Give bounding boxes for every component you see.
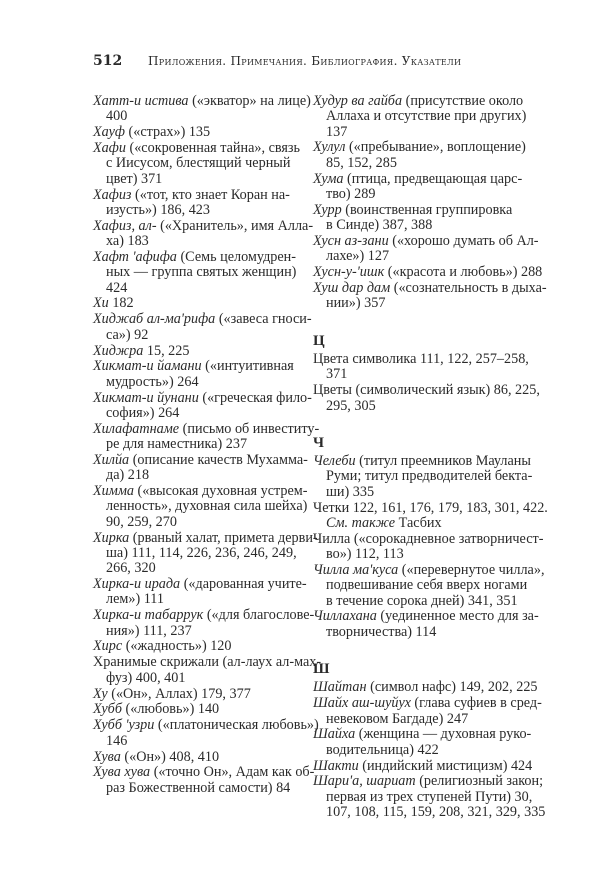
entry-text: тво) 289 — [326, 185, 376, 202]
entry-text: («сорокадневное затворничест- — [350, 530, 544, 547]
entry-text: первая из трех ступеней Пути) 30, — [326, 788, 533, 805]
entry-term: Хилафатнаме — [93, 420, 180, 437]
entry-line — [93, 389, 312, 406]
entry-term: Шайха — [313, 726, 356, 743]
entry-text: 400 — [106, 108, 128, 125]
entry-term: Хафи — [93, 140, 126, 157]
entry-term: Хубб 'узри — [93, 717, 155, 734]
entry-line — [313, 625, 543, 640]
entry-term: Шакти — [313, 757, 359, 774]
entry-line — [313, 140, 543, 155]
index-entry — [93, 141, 308, 187]
entry-text: («тот, кто знает Коран на- — [131, 186, 290, 203]
entry-term: Ху — [93, 685, 108, 702]
entry-text: фуз) 400, 401 — [106, 669, 186, 686]
entry-line — [313, 352, 543, 367]
entry-text: 90, 259, 270 — [106, 513, 177, 530]
entry-line — [313, 743, 543, 758]
entry-term: Цвета символика — [313, 351, 417, 368]
entry-text: ха) 183 — [106, 233, 149, 250]
entry-line — [93, 468, 308, 483]
entry-line — [93, 359, 308, 374]
index-entry — [313, 280, 547, 312]
entry-text: (Семь целомудрен- — [176, 248, 297, 265]
entry-line — [93, 109, 308, 124]
entry-term: Хикмат-и йамани — [93, 358, 202, 375]
index-entry — [313, 609, 543, 640]
entry-text: 85, 152, 285 — [326, 154, 397, 171]
section-letter: Ч — [313, 434, 325, 451]
index-entry — [93, 639, 308, 654]
entry-text: 137 — [326, 123, 348, 140]
entry-term: Хусн-у-'ишк — [313, 264, 385, 281]
index-entry — [93, 359, 308, 390]
entry-text: 295, 305 — [326, 397, 376, 414]
index-entry — [93, 577, 308, 608]
entry-line — [313, 594, 543, 609]
entry-line — [313, 790, 543, 805]
entry-text: 424 — [106, 279, 128, 296]
entry-text: (присутствие около — [402, 93, 524, 109]
index-entry — [313, 203, 543, 234]
entry-line — [93, 750, 308, 765]
entry-term: Хулул — [313, 139, 346, 156]
entry-line — [93, 499, 308, 514]
entry-text: (символический язык) 86, 225, — [351, 382, 540, 399]
section-letter: Ш — [313, 661, 330, 678]
index-entry — [93, 764, 315, 796]
index-entry — [313, 727, 543, 758]
entry-line — [93, 217, 314, 234]
entry-text: («пребывание», воплощение) — [345, 139, 526, 156]
entry-text: цвет) 371 — [106, 170, 163, 187]
entry-line — [93, 639, 308, 654]
entry-line — [313, 172, 543, 187]
entry-term: Хирка-и ирада — [93, 576, 181, 593]
entry-text: изусть») 186, 423 — [106, 201, 210, 218]
entry-text: 111, 122, 257–258, — [416, 351, 529, 368]
entry-line — [93, 375, 308, 390]
entry-text: («завеса гноси- — [215, 311, 312, 328]
entry-term: Хафиз, ал- — [93, 217, 157, 234]
entry-text: («Хранитель», имя Алла- — [156, 217, 314, 234]
index-entry — [313, 696, 543, 727]
entry-line — [313, 109, 543, 124]
entry-line — [93, 654, 322, 671]
entry-term: Хува хува — [93, 764, 151, 781]
entry-term: Чиллахана — [313, 608, 377, 625]
entry-text: 107, 108, 115, 159, 208, 321, 329, 335 — [326, 804, 546, 821]
entry-text: водительница) 422 — [326, 741, 439, 758]
index-entry — [93, 750, 308, 765]
index-entry — [93, 420, 320, 453]
entry-text: 266, 320 — [106, 560, 156, 577]
index-entry — [313, 94, 543, 140]
entry-line — [93, 281, 308, 296]
entry-term: Хикмат-и йунани — [93, 389, 199, 406]
entry-line — [313, 203, 543, 218]
index-entry — [93, 607, 315, 639]
entry-line — [93, 515, 308, 530]
entry-line — [313, 383, 543, 398]
entry-text: лем») 111 — [106, 591, 164, 608]
entry-line — [93, 328, 308, 343]
entry-line — [313, 156, 543, 171]
entry-line — [313, 804, 546, 821]
entry-term: Худур ва гайба — [313, 93, 403, 109]
entry-line — [93, 125, 308, 140]
entry-term: Хранимые скрижали — [93, 654, 219, 671]
see-also-label: См. также — [326, 514, 396, 531]
entry-text: («перевернутое чилла», — [398, 561, 545, 578]
entry-term: Шари'а, шариат — [313, 773, 416, 790]
see-also-line — [313, 516, 543, 531]
entry-text: 15, 225 — [143, 342, 190, 359]
entry-text: («интуитивная — [201, 358, 294, 375]
entry-text: ши) 335 — [326, 483, 375, 500]
entry-term: Цветы — [313, 382, 352, 399]
entry-text: подвешивание себя вверх ногами — [326, 577, 528, 594]
entry-text: (ал-лаух ал-мах- — [218, 654, 322, 671]
index-entry — [93, 311, 312, 343]
entry-text: во») 112, 113 — [326, 546, 404, 563]
entry-text: («Он») 408, 410 — [120, 748, 220, 765]
entry-line — [313, 296, 543, 311]
entry-text: («греческая фило- — [198, 389, 312, 406]
entry-line — [313, 249, 543, 264]
entry-line — [93, 624, 308, 639]
entry-line — [93, 437, 308, 452]
index-column-left — [93, 93, 322, 797]
entry-line — [313, 727, 543, 742]
entry-line — [93, 577, 308, 592]
entry-text: («точно Он», Адам как об- — [150, 764, 315, 781]
index-entry — [93, 702, 308, 717]
entry-line — [93, 156, 308, 171]
index-entry — [313, 383, 543, 414]
entry-line — [93, 311, 312, 328]
entry-line — [313, 125, 543, 140]
entry-line — [313, 774, 543, 789]
index-entry — [93, 344, 308, 359]
entry-line — [313, 563, 543, 578]
entry-text: (описание качеств Мухамма- — [129, 451, 308, 468]
index-entry — [313, 265, 543, 280]
entry-line — [93, 265, 308, 280]
entry-text: ных — группа святых женщин) — [106, 264, 297, 281]
entry-line — [313, 399, 543, 414]
entry-term: Хауф — [93, 124, 125, 141]
entry-text: («красота и любовь») 288 — [384, 264, 543, 281]
entry-text: («дарованная учите- — [180, 576, 307, 593]
entry-text: (птица, предвещающая царс- — [343, 170, 523, 187]
index-entry — [313, 234, 543, 265]
see-also-target: Тасбих — [398, 514, 442, 531]
entry-text: ния») 111, 237 — [106, 622, 192, 639]
page-number: 512 — [93, 53, 123, 69]
entry-line — [313, 234, 543, 249]
entry-text: («страх») 135 — [124, 124, 211, 141]
index-entry — [93, 296, 308, 311]
entry-text: 182 — [108, 295, 134, 312]
entry-line — [93, 734, 308, 749]
entry-text: Руми; титул предводителей бекта- — [326, 468, 533, 485]
entry-line — [93, 702, 308, 717]
entry-line — [93, 296, 308, 311]
entry-term: Химма — [93, 483, 134, 500]
entry-term: Хирка — [93, 529, 130, 546]
entry-text: (женщина — духовная руко- — [355, 726, 532, 743]
entry-text: 146 — [106, 732, 128, 749]
entry-text: (письмо об инвеститу- — [179, 420, 320, 437]
entry-term: Хиджаб ал-ма'рифа — [93, 311, 216, 328]
entry-term: Хубб — [93, 701, 122, 718]
entry-line — [313, 280, 547, 297]
entry-line — [313, 218, 543, 233]
entry-line — [313, 187, 543, 202]
entry-text: раз Божественной самости) 84 — [106, 779, 291, 796]
entry-line — [93, 671, 308, 686]
entry-line — [313, 469, 543, 484]
entry-text: лахе») 127 — [326, 248, 390, 265]
entry-line — [93, 592, 308, 607]
entry-text: 122, 161, 176, 179, 183, 301, 422. — [349, 499, 548, 516]
entry-text: (религиозный закон; — [415, 773, 544, 790]
index-entry — [93, 125, 308, 140]
entry-line — [93, 172, 308, 187]
entry-line — [313, 94, 543, 109]
entry-text: (глава суфиев в сред- — [410, 695, 542, 712]
entry-line — [93, 93, 311, 109]
entry-text: софия») 264 — [106, 404, 180, 421]
entry-line — [93, 344, 308, 359]
entry-line — [93, 453, 308, 468]
entry-line — [93, 141, 308, 156]
entry-line — [313, 532, 543, 547]
entry-term: Хиджра — [93, 342, 144, 359]
entry-line — [93, 420, 320, 437]
entry-line — [313, 759, 543, 774]
entry-text: мудрость») 264 — [106, 373, 199, 390]
entry-term: Хатт-и истива — [93, 93, 189, 109]
entry-line — [313, 485, 543, 500]
entry-term: Четки — [313, 499, 350, 516]
entry-term: Хирка-и табаррук — [93, 607, 204, 624]
entry-text: («сокровенная тайна», связь — [125, 140, 300, 157]
entry-text: (титул преемников Мауланы — [355, 453, 531, 470]
entry-term: Хирс — [93, 638, 123, 655]
entry-line — [93, 561, 308, 576]
index-entry — [313, 352, 543, 383]
index-entry — [93, 654, 322, 686]
entry-line — [93, 717, 319, 734]
running-title: Приложения. Примечания. Библиография. Указатели — [148, 54, 462, 68]
entry-line — [313, 367, 543, 382]
index-entry — [93, 217, 314, 250]
entry-text: ре для наместника) 237 — [106, 436, 248, 453]
entry-term: Шайх аш-шуйух — [313, 695, 411, 712]
entry-line — [313, 712, 543, 727]
entry-line — [313, 696, 543, 711]
entry-text: невековом Багдаде) 247 — [326, 710, 469, 727]
entry-line — [93, 529, 318, 546]
index-entry — [93, 250, 308, 296]
index-entry — [93, 484, 308, 530]
entry-text: («высокая духовная устрем- — [133, 483, 308, 500]
entry-term: Хусн аз-зани — [313, 233, 389, 250]
entry-line — [93, 764, 315, 781]
index-entry — [313, 532, 543, 563]
entry-line — [93, 484, 308, 499]
entry-text: («любовь») 140 — [121, 701, 220, 718]
entry-line — [93, 781, 308, 796]
entry-term: Челеби — [313, 453, 356, 470]
index-entry — [313, 773, 546, 821]
index-entry — [93, 188, 308, 219]
entry-term: Хуш дар дам — [313, 280, 391, 297]
entry-text: в течение сорока дней) 341, 351 — [326, 592, 518, 609]
entry-term: Хува — [93, 748, 121, 765]
index-entry — [93, 93, 311, 125]
entry-term: Хума — [313, 170, 344, 187]
entry-line — [93, 250, 308, 265]
index-entry — [93, 389, 312, 422]
entry-term: Чилла — [313, 530, 351, 547]
entry-text: 371 — [326, 366, 348, 383]
entry-line — [93, 203, 308, 218]
entry-term: Хи — [93, 295, 109, 312]
entry-line — [313, 680, 543, 695]
entry-text: («экватор» на лице) — [188, 93, 311, 109]
entry-text: нии») 357 — [326, 295, 386, 312]
entry-line — [93, 607, 315, 624]
index-entry — [93, 687, 308, 702]
entry-text: («сознательность в дыха- — [390, 280, 547, 297]
index-entry — [313, 454, 543, 500]
entry-text: да) 218 — [106, 467, 150, 484]
index-entry — [313, 140, 543, 171]
section-letter: Ц — [313, 332, 325, 349]
index-entry — [93, 717, 319, 749]
index-entry — [313, 563, 543, 609]
entry-line — [313, 547, 543, 562]
entry-text: ленность», духовная сила шейха) — [106, 498, 308, 515]
entry-line — [313, 499, 548, 516]
entry-text: («хорошо думать об Ал- — [388, 233, 539, 250]
entry-text: (воинственная группировка — [341, 201, 513, 218]
entry-text: ша) 111, 114, 226, 236, 246, 249, — [106, 544, 297, 561]
index-entry — [93, 529, 318, 577]
index-entry — [313, 172, 543, 203]
entry-text: са») 92 — [106, 326, 149, 343]
entry-text: в Синде) 387, 388 — [326, 217, 433, 234]
entry-line — [93, 546, 308, 561]
entry-term: Шайтан — [313, 679, 367, 696]
entry-term: Чилла ма'куса — [313, 561, 399, 578]
entry-text: (уединенное место для за- — [376, 608, 539, 625]
entry-line — [313, 609, 543, 624]
entry-term: Хафиз — [93, 186, 132, 203]
entry-line — [93, 234, 308, 249]
index-entry — [313, 680, 543, 695]
index-entry — [313, 499, 548, 532]
entry-text: творничества) 114 — [326, 623, 437, 640]
index-entry — [93, 453, 308, 484]
entry-line — [93, 188, 308, 203]
entry-line — [313, 265, 543, 280]
entry-term: Хилйа — [93, 451, 130, 468]
entry-text: («Он», Аллах) 179, 377 — [107, 685, 251, 702]
entry-text: с Иисусом, блестящий черный — [106, 155, 291, 172]
index-column-right — [313, 93, 548, 821]
entry-term: Хафт 'афифа — [93, 248, 177, 265]
entry-text: Аллаха и отсутствие при других) — [326, 108, 527, 125]
entry-text: («жадность») 120 — [122, 638, 232, 655]
entry-line — [93, 687, 308, 702]
entry-text: («платоническая любовь») — [154, 717, 319, 734]
entry-text: (индийский мистицизм) 424 — [358, 757, 533, 774]
entry-line — [313, 454, 543, 469]
entry-text: (рваный халат, примета дерви- — [129, 529, 318, 546]
entry-term: Хурр — [313, 201, 342, 218]
index-entry — [313, 759, 543, 774]
entry-text: (символ нафс) 149, 202, 225 — [366, 679, 538, 696]
entry-text: («для благослове- — [203, 607, 315, 624]
entry-line — [93, 406, 308, 421]
entry-line — [313, 578, 543, 593]
